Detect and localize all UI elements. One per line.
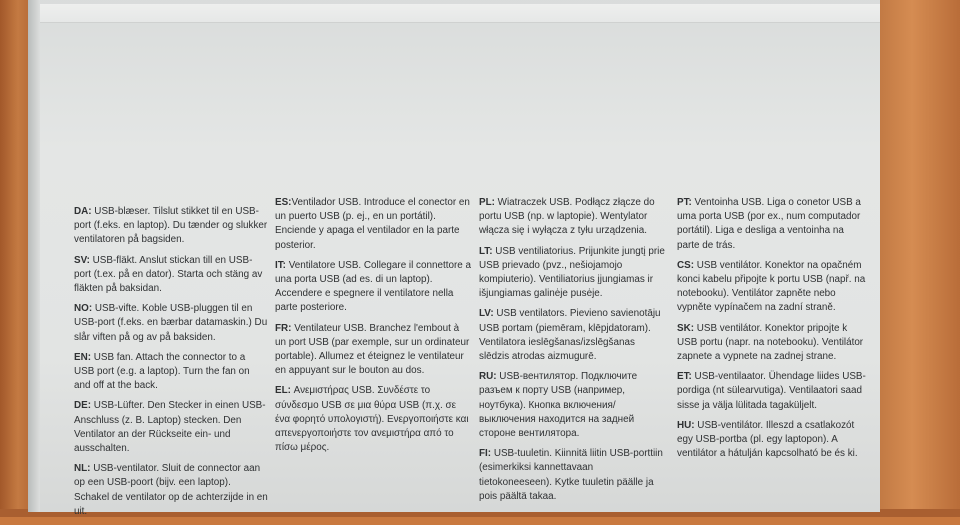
instruction-ru: RU: USB-вентилятор. Подключите разъем к порту USB (например, ноутбука). Кнопка включения/выключения находится на задней стороне вентилятора. — [479, 371, 638, 440]
instruction-pl: PL: Wiatraczek USB. Podłącz złącze do portu USB (np. w laptopie). Wentylator włącza się i wyłącza z tyłu urządzenia. — [479, 197, 655, 237]
instruction-da: DA: USB-blæser. Tilslut stikket til en USB-port (f.eks. en laptop). Du tænder og slukker ventilatoren på bagsiden. — [74, 206, 268, 246]
box-top-band — [40, 4, 880, 23]
instruction-it: IT: Ventilatore USB. Collegare il connettore a una porta USB (ad es. di un laptop). Accendere e spegnere il ventilatore nella parte posteriore. — [275, 259, 471, 314]
instructions-column-3 — [479, 196, 666, 510]
instruction-el: EL: Ανεμιστήρας USB. Συνδέστε το σύνδεσμο USB σε μια θύρα USB (π.χ. σε ένα φορητό υπολογιστή). Ενεργοποιήστε και απενεργοποιήστε τον ανεμιστήρα από το πίσω μέρος. — [275, 385, 469, 454]
instructions-column-1 — [74, 205, 268, 525]
instruction-fi: FI: USB-tuuletin. Kiinnitä liitin USB-porttiin (esimerkiksi kannettavaan tietokoneeseen). Kytke tuuletin päälle ja pois päältä takaa. — [479, 448, 663, 502]
wooden-surface-left — [0, 0, 30, 517]
instruction-nl: NL: USB-ventilator. Sluit de connector aan op een USB-poort (bijv. een laptop). Schakel de ventilator op de achterzijde in en uit. — [74, 463, 268, 517]
instruction-cs: CS: USB ventilátor. Konektor na opačném konci kabelu připojte k portu USB (např. na notebooku). Ventilátor zapněte nebo vypněte vypínačem na zadní straně. — [677, 259, 866, 314]
instruction-sv: SV: USB-fläkt. Anslut stickan till en USB-port (t.ex. på en dator). Starta och stäng av fläkten på baksidan. — [74, 254, 263, 295]
wooden-surface-right — [880, 0, 960, 517]
instruction-en: EN: USB fan. Attach the connector to a USB port (e.g. a laptop). Turn the fan on and off at the back. — [74, 351, 250, 392]
instruction-no: NO: USB-vifte. Koble USB-pluggen til en USB-port (f.eks. en bærbar datamaskin.) Du slår viften på og av på baksiden. — [74, 303, 268, 343]
instruction-et: ET: USB-ventilaator. Ühendage liides USB-pordiga (nt sülearvutiga). Ventilaatori saad sisse ja välja lülitada tagaküljelt. — [677, 371, 866, 411]
instruction-hu: HU: USB-ventilátor. Illeszd a csatlakozót egy USB-portba (pl. egy laptopon). A ventilátor a hátulján kapcsolható be és ki. — [677, 419, 858, 460]
instructions-column-2 — [275, 196, 472, 461]
instruction-lt: LT: USB ventiliatorius. Prijunkite jungtį prie USB prievado (pvz., nešiojamojo kompiuterio). Ventiliatorius įjungiamas ir išjungiamas galinėje pusėje. — [479, 245, 665, 300]
instruction-fr: FR: Ventilateur USB. Branchez l'embout à un port USB (par exemple, sur un ordinateur portable). Allumez et éteignez le ventilateur en appuyant sur le bouton au dos. — [275, 322, 470, 377]
box-side-edge — [28, 0, 40, 512]
instruction-de: DE: USB-Lüfter. Den Stecker in einen USB-Anschluss (z. B. Laptop) stecken. Den Ventilator an der Rückseite ein- und ausschalten. — [74, 400, 266, 455]
instruction-lv: LV: USB ventilators. Pievieno savienotāju USB portam (piemēram, klēpjdatoram). Ventilatora ieslēgšanas/izslēgšanas slēdzis atrodas aizmugurē. — [479, 308, 661, 363]
instructions-column-4 — [677, 196, 867, 467]
instruction-sk: SK: USB ventilátor. Konektor pripojte k USB portu (napr. na notebooku). Ventilátor zapnete a vypnete na zadnej strane. — [677, 322, 864, 363]
instruction-es: ES:Ventilador USB. Introduce el conector en un puerto USB (p. ej., en un portátil). Enciende y apaga el ventilador en la parte posterior. — [275, 197, 470, 251]
instruction-pt: PT: Ventoinha USB. Liga o conetor USB a uma porta USB (por ex., num computador portátil). Liga e desliga a ventoinha na parte de trás. — [677, 197, 861, 251]
